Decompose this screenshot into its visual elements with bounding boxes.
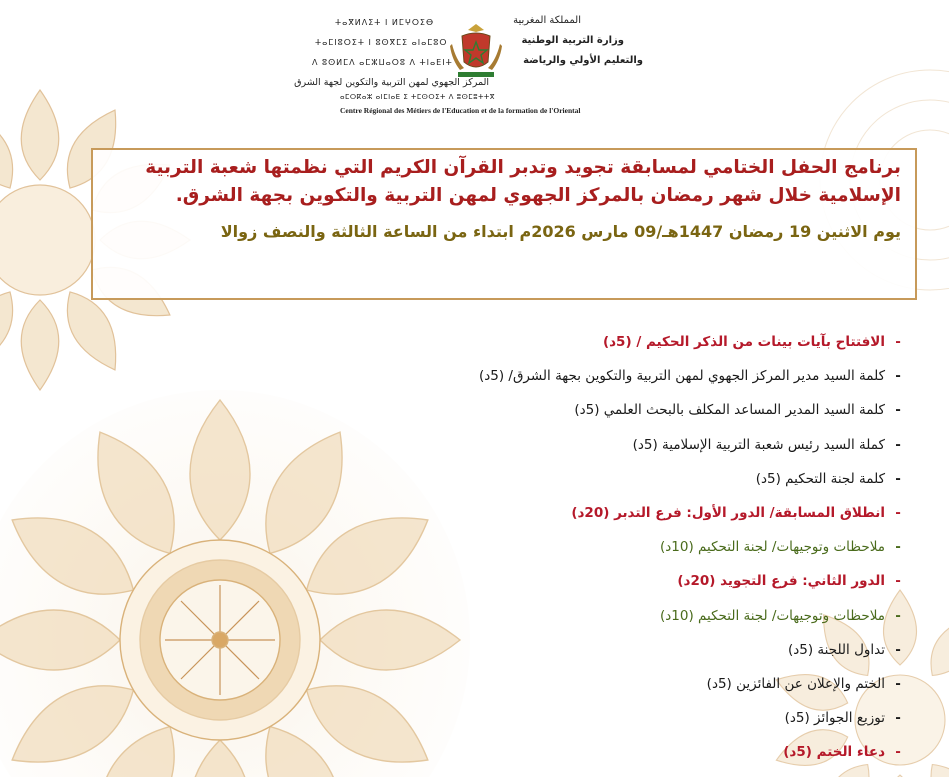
list-dash-icon: - — [895, 368, 901, 385]
program-item — [291, 496, 911, 530]
program-item-text: كلمة السيد مدير المركز الجهوي لمهن التربية والتكوين بجهة الشرق/ (5د) — [478, 368, 885, 385]
program-item-text: كملة السيد رئيس شعبة التربية الإسلامية (5د) — [632, 436, 885, 453]
list-dash-icon: - — [895, 402, 901, 419]
program-item-text: توزيع الجوائز (5د) — [784, 710, 885, 727]
title-frame — [91, 148, 917, 300]
list-dash-icon: - — [895, 539, 901, 556]
centre-tifinagh: ⴰⵎⵔⴽⴰⵣ ⴰⵏⵎⵏⴰⴹ ⵉ ⵜⵎⵙⵔⵉⵜ ⴷ ⵓⵙⵎⵓⵜⵜⴳ — [340, 93, 496, 101]
program-item — [291, 428, 911, 462]
coat-of-arms-icon — [448, 20, 504, 80]
program-item-text: كلمة السيد المدير المساعد المكلف بالبحث العلمي (5د) — [574, 402, 885, 419]
program-item — [291, 667, 911, 701]
list-dash-icon: - — [895, 675, 901, 692]
program-item — [291, 564, 911, 598]
program-item — [291, 462, 911, 496]
program-item — [291, 735, 911, 769]
arabic-ministry: وزارة التربية الوطنية — [521, 35, 624, 46]
program-list — [291, 325, 911, 769]
program-item-text: الختم والإعلان عن الفائزين (5د) — [706, 675, 885, 692]
list-dash-icon: - — [895, 334, 901, 350]
program-item — [291, 701, 911, 735]
tifinagh-line-3: ⴷ ⵓⵙⵍⵎⴷ ⴰⵎⵣⵡⴰⵔⵓ ⴷ ⵜⵏⴰⴹⵏⵜ — [312, 58, 453, 67]
program-item — [291, 599, 911, 633]
program-item — [291, 359, 911, 393]
tifinagh-line-2: ⵜⴰⵎⵏⵓⵔⵉⵜ ⵏ ⵓⵙⴳⵎⵉ ⴰⵏⴰⵎⵓⵔ — [315, 38, 448, 47]
event-date-line: يوم الاثنين 19 رمضان 1447هـ/09 مارس 2026م ابتداء من الساعة الثالثة والنصف زوالا — [220, 222, 901, 241]
program-item-text: الافتتاح بآيات بينات من الذكر الحكيم / (5د) — [602, 334, 885, 350]
arabic-kingdom: المملكة المغربية — [513, 15, 581, 26]
list-dash-icon: - — [895, 607, 901, 624]
program-item-text: دعاء الختم (5د) — [783, 744, 885, 761]
program-item — [291, 633, 911, 667]
list-dash-icon: - — [895, 470, 901, 487]
program-item-text: تداول اللجنة (5د) — [787, 641, 885, 658]
program-item-text: ملاحظات وتوجيهات/ لجنة التحكيم (10د) — [660, 607, 885, 624]
tifinagh-line-1: ⵜⴰⴳⵍⴷⵉⵜ ⵏ ⵍⵎⵖⵔⵉⴱ — [335, 18, 435, 27]
list-dash-icon: - — [895, 744, 901, 761]
program-item-text: كلمة لجنة التحكيم (5د) — [755, 470, 885, 487]
centre-french: Centre Régional des Métiers de l'Education et de la formation de l'Oriental — [340, 106, 581, 115]
program-item — [291, 393, 911, 427]
program-item-text: الدور الثاني: فرع التجويد (20د) — [677, 573, 885, 590]
list-dash-icon: - — [895, 710, 901, 727]
program-item — [291, 325, 911, 359]
program-title: برنامج الحفل الختامي لمسابقة تجويد وتدبر القرآن الكريم التي نظمتها شعبة التربية الإسلامية خلال شهر رمضان بالمركز الجهوي لمهن التربية والتكوين بجهة الشرق. — [145, 157, 901, 206]
arabic-ministry-2: والتعليم الأولي والرياضة — [523, 55, 643, 66]
list-dash-icon: - — [895, 573, 901, 590]
list-dash-icon: - — [895, 641, 901, 658]
program-item-text: ملاحظات وتوجيهات/ لجنة التحكيم (10د) — [660, 539, 885, 556]
program-item-text: انطلاق المسابقة/ الدور الأول: فرع التدبر (20د) — [571, 504, 885, 521]
program-item — [291, 530, 911, 564]
ministry-header — [0, 0, 949, 130]
centre-arabic: المركز الجهوي لمهن التربية والتكوين لجهة الشرق — [294, 77, 489, 88]
list-dash-icon: - — [895, 436, 901, 453]
list-dash-icon: - — [895, 504, 901, 521]
